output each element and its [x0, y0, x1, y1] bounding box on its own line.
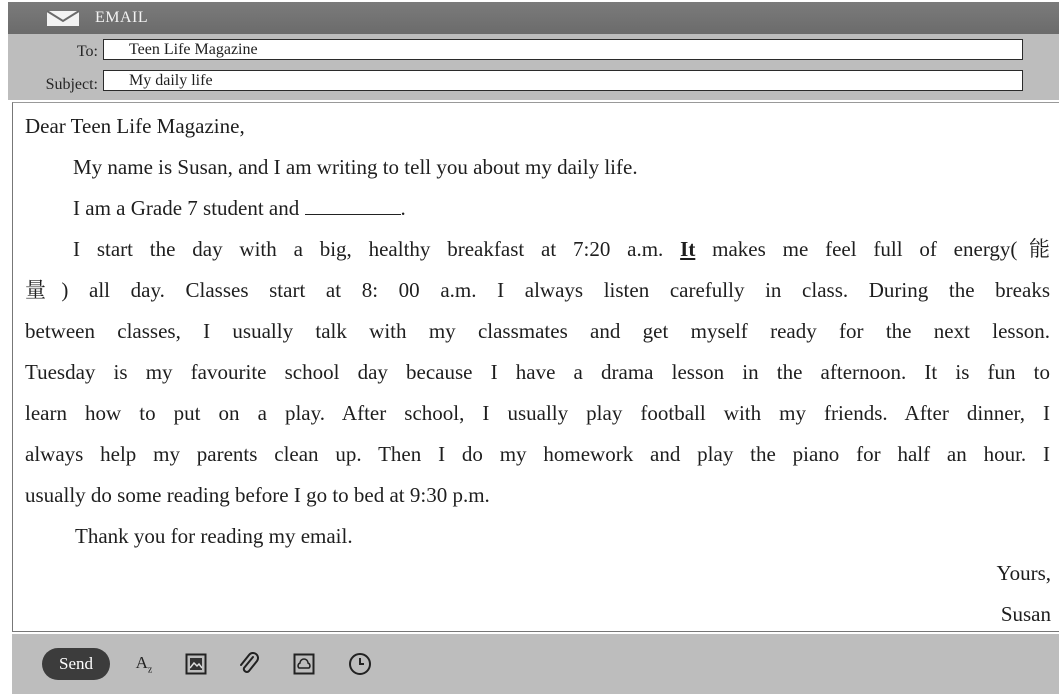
toolbar — [12, 634, 1059, 694]
closing: Yours, — [996, 561, 1051, 585]
paragraph-day-line-5: learn how to put on a play. After school, I usually play football with my friends. After dinner, I — [25, 401, 1050, 425]
greeting: Dear Teen Life Magazine, — [25, 114, 245, 138]
paragraph-day-line-6: always help my parents clean up. Then I do my homework and play the piano for half an hour. I — [25, 442, 1050, 466]
grade-period: . — [400, 196, 406, 220]
image-icon[interactable] — [182, 649, 210, 679]
paragraph-day-line-4: Tuesday is my favourite school day because I have a drama lesson in the afternoon. It is fun to — [25, 360, 1050, 384]
cloud-icon[interactable] — [290, 649, 318, 679]
paragraph-day-line-2: 量) all day. Classes start at 8: 00 a.m. I always listen carefully in class. During the breaks — [25, 278, 1050, 302]
format-letter: A — [135, 652, 148, 672]
paragraph-thanks: Thank you for reading my email. — [75, 524, 353, 548]
paragraph-day-line-3: between classes, I usually talk with my classmates and get myself ready for the next lesson. — [25, 319, 1050, 343]
paragraph-intro: My name is Susan, and I am writing to tell you about my daily life. — [73, 155, 638, 179]
envelope-icon — [46, 10, 80, 27]
paragraph-day-line-7: usually do some reading before I go to bed at 9:30 p.m. — [25, 483, 490, 507]
day-line-1-end: makes me feel full of energy(能 — [712, 237, 1050, 261]
grade-text: I am a Grade 7 student and — [73, 196, 300, 220]
to-field[interactable]: Teen Life Magazine — [103, 39, 1023, 60]
send-button[interactable]: Send — [42, 648, 110, 680]
underlined-word: It — [680, 237, 696, 261]
attachment-icon[interactable] — [235, 649, 263, 679]
signature: Susan — [1000, 602, 1051, 626]
paragraph-grade — [73, 195, 406, 221]
subject-label: Subject: — [45, 76, 98, 93]
title-bar — [8, 2, 1059, 34]
clock-icon[interactable] — [346, 649, 374, 679]
email-header — [8, 34, 1059, 100]
window-title: EMAIL — [95, 9, 149, 26]
to-label: To: — [76, 43, 98, 60]
email-body[interactable] — [12, 102, 1059, 632]
paragraph-day-line-1 — [73, 236, 1050, 262]
subject-field[interactable]: My daily life — [103, 70, 1023, 91]
day-line-1-start: I start the day with a big, healthy breakfast at 7:20 a.m. — [73, 237, 664, 261]
format-sub: z — [147, 664, 153, 676]
format-text-icon[interactable] — [130, 649, 158, 679]
answer-blank[interactable] — [305, 196, 401, 215]
